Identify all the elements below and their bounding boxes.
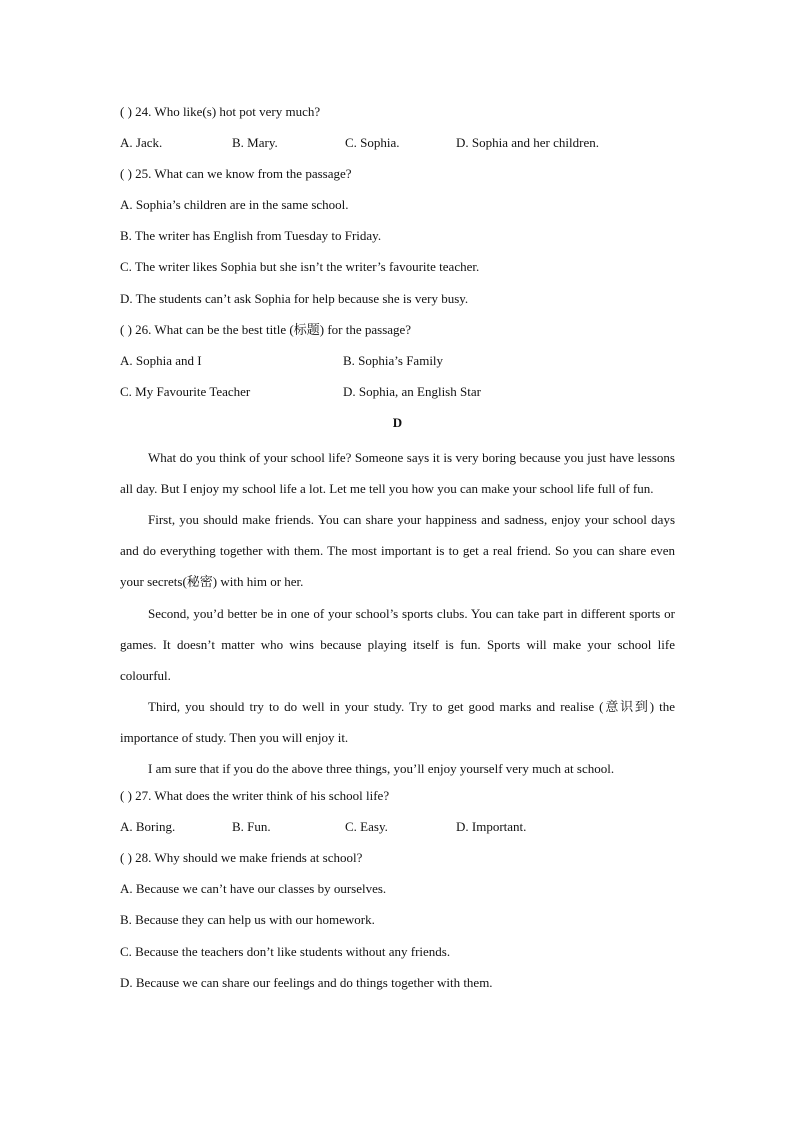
option-d: D. Because we can share our feelings and do things together with them.	[120, 974, 493, 990]
option-a: A. Sophia’s children are in the same school.	[120, 197, 349, 213]
option-a: A. Because we can’t have our classes by ourselves.	[120, 881, 387, 897]
option-d: D. Sophia, an English Star	[343, 383, 481, 399]
question-26-options-row-2	[120, 380, 675, 411]
passage-paragraph: What do you think of your school life? Someone says it is very boring because you just have lessons all day. But I enjoy my school life a lot. Let me tell you how you can make your school life full of fun.	[120, 450, 675, 497]
passage-paragraph: Third, you should try to do well in your study. Try to get good marks and realise (意识到) the importance of study. Then you will enjoy it.	[120, 698, 675, 745]
option-d: D. Important.	[456, 819, 527, 835]
option-b: B. Because they can help us with our homework.	[120, 912, 375, 928]
option-c: C. The writer likes Sophia but she isn’t the writer’s favourite teacher.	[120, 259, 480, 275]
passage-paragraph: First, you should make friends. You can share your happiness and sadness, enjoy your school days and do everything together with them. The most important is to get a real friend. So you can share even your secrets(秘密) with him or her.	[120, 512, 675, 590]
option-c: C. Because the teachers don’t like students without any friends.	[120, 943, 451, 959]
option-b: B. The writer has English from Tuesday to Friday.	[120, 228, 382, 244]
option-c: C. My Favourite Teacher	[120, 383, 251, 399]
option-b: B. Sophia’s Family	[343, 352, 444, 368]
option-d: D. Sophia and her children.	[456, 135, 599, 151]
section-title: D	[392, 414, 403, 430]
passage-paragraph: Second, you’d better be in one of your school’s sports clubs. You can take part in different sports or games. It doesn’t matter who wins because playing itself is fun. Sports will make your school life colourful.	[120, 605, 675, 683]
option-d: D. The students can’t ask Sophia for help because she is very busy.	[120, 290, 469, 306]
option-a: A. Sophia and I	[120, 352, 202, 368]
question-28-stem: ( ) 28. Why should we make friends at school?	[120, 850, 363, 866]
question-27-options	[120, 815, 675, 846]
option-a: A. Boring.	[120, 819, 176, 835]
question-24-stem: ( ) 24. Who like(s) hot pot very much?	[120, 104, 321, 119]
option-c: C. Sophia.	[345, 135, 400, 151]
passage-paragraph: I am sure that if you do the above three things, you’ll enjoy yourself very much at school.	[148, 760, 615, 776]
question-27-stem: ( ) 27. What does the writer think of his school life?	[120, 788, 390, 804]
option-c: C. Easy.	[345, 819, 388, 835]
document-page	[120, 100, 675, 1002]
option-b: B. Fun.	[232, 819, 271, 835]
question-26-options-row-1	[120, 349, 675, 380]
option-b: B. Mary.	[232, 135, 278, 151]
option-a: A. Jack.	[120, 135, 163, 151]
question-26-stem: ( ) 26. What can be the best title (标题) for the passage?	[120, 321, 412, 337]
question-25-stem: ( ) 25. What can we know from the passage?	[120, 166, 352, 182]
question-24-options	[120, 131, 675, 162]
